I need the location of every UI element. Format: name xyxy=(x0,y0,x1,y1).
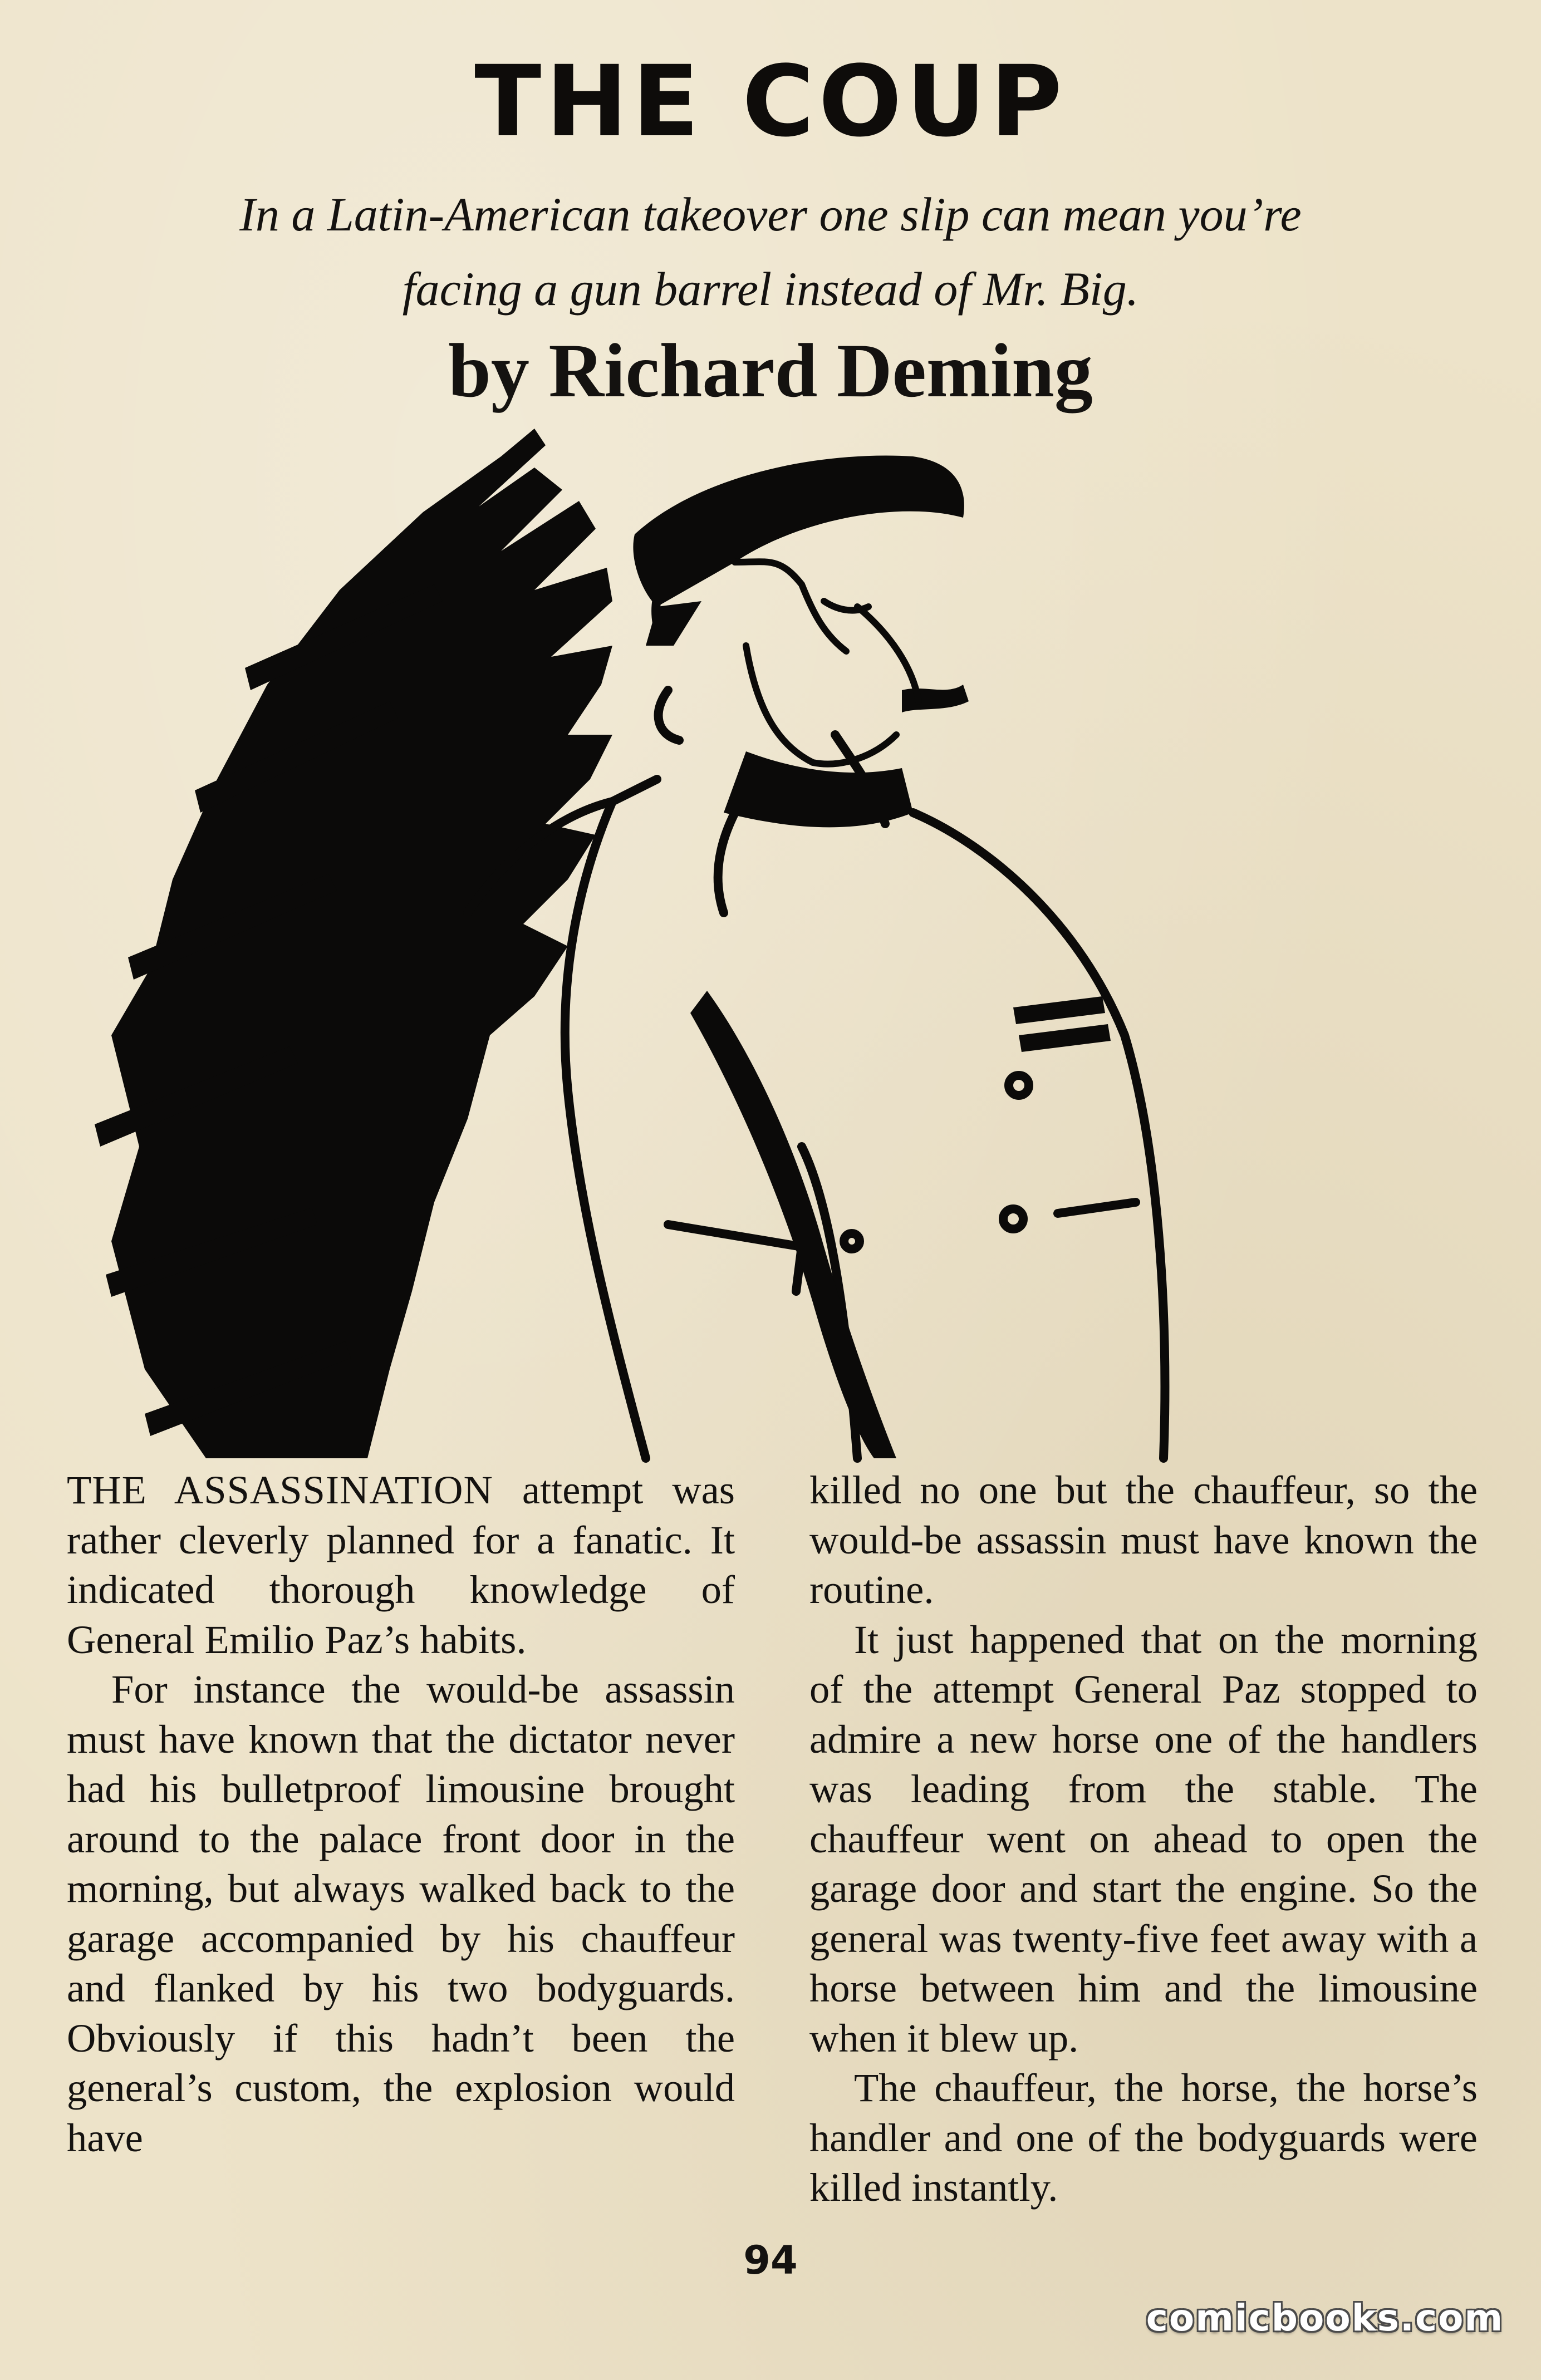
lead-in-smallcaps: THE ASSASSINATION xyxy=(67,1467,493,1512)
body-column-right xyxy=(809,1465,1478,2212)
body-paragraph-5: The chauffeur, the horse, the horse’s handler and one of the bodyguards were killed instantly. xyxy=(809,2065,1478,2210)
ink-shadow-strokes xyxy=(95,429,612,1458)
body-paragraph-1 xyxy=(67,1465,735,1664)
body-column-left xyxy=(67,1465,735,2162)
article-deck xyxy=(100,177,1441,326)
site-watermark: comicbooks.com xyxy=(1146,2297,1504,2339)
byline: by Richard Deming xyxy=(448,328,1093,413)
body-paragraph-3: killed no one but the chauffeur, so the would-be assassin must have known the routine. xyxy=(809,1467,1478,1612)
cap-and-collar xyxy=(633,456,1111,1458)
body-paragraph-2: For instance the would-be assassin must have known that the dictator never had his bulletproof limousine brought around to the palace front door in the morning, but always walked back to the garage accompanied by his chauffeur and flanked by his two bodyguards. Obviously if this hadn’t been the general’s custom, the explosion would have xyxy=(67,1666,735,2160)
uniformed-officer-ink-drawing xyxy=(78,423,1203,1469)
deck-line-1: In a Latin-American takeover one slip can mean you’re xyxy=(239,188,1302,241)
paragraph-1-text: attempt was rather cleverly planned for a fanatic. It indicated thorough knowledge of General Emilio Paz’s habits. xyxy=(67,1467,735,1662)
face-lines xyxy=(735,562,919,764)
deck-line-2: facing a gun barrel instead of Mr. Big. xyxy=(402,262,1139,316)
body-paragraph-4: It just happened that on the morning of the attempt General Paz stopped to admire a new horse one of the handlers was leading from the stable. The chauffeur went on ahead to open the garage door and start the engine. So the general was twenty-five feet away with a horse between him and the limousine when it blew up. xyxy=(809,1616,1478,2061)
article-title: THE COUP xyxy=(474,45,1067,159)
page-number: 94 xyxy=(743,2238,798,2283)
